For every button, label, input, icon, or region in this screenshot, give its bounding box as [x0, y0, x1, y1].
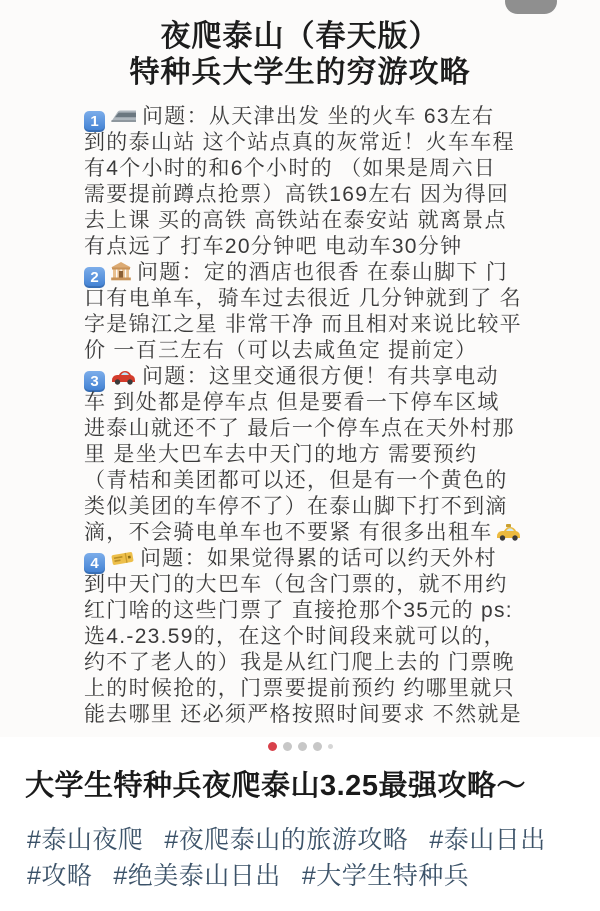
image-guide-title-line1: 夜爬泰山（春天版） [160, 20, 440, 53]
post-title: 大学生特种兵夜爬泰山3.25最强攻略～ [25, 770, 526, 802]
high-speed-train-emoji [110, 108, 137, 126]
text-line: 滴，不会骑电单车也不要紧 有很多出租车 [84, 520, 600, 546]
text-line: 能去哪里 还必须严格按照时间要求 不然就是 [84, 703, 522, 726]
hashtag-link[interactable]: #泰山夜爬 [27, 826, 144, 854]
keycap-4-icon: 4 [84, 553, 105, 574]
text-line: 进泰山就还不了 最后一个停车点在天外村那 [84, 417, 515, 440]
text-line: 去上课 买的高铁 高铁站在泰安站 就离景点 [84, 209, 507, 232]
image-body-text [84, 104, 600, 728]
text-line: 有点远了 打车20分钟吧 电动车30分钟 [84, 235, 463, 258]
text-line: 里 是坐大巴车去中天门的地方 需要预约 [84, 443, 478, 466]
pagination-dot [298, 742, 307, 751]
pagination-dot-active [268, 742, 277, 751]
keycap-2-icon: 2 [84, 267, 105, 288]
keycap-1-icon: 1 [84, 111, 105, 132]
text-line: 选4.-23.59的，在这个时间段来就可以的， [84, 625, 506, 648]
ticket-emoji [110, 549, 135, 568]
carousel-pagination [0, 742, 600, 751]
section-4-first-line: 4 问题：如果觉得累的话可以约天外村 [84, 546, 600, 572]
cutoff-pill-button [505, 0, 557, 14]
image-guide-title [0, 0, 600, 91]
pagination-dot [313, 742, 322, 751]
section-3-first-line: 3 问题：这里交通很方便！有共享电动 [84, 364, 600, 390]
text-line: 价 一百三左右（可以去咸鱼定 提前定） [84, 339, 478, 362]
pagination-dot [328, 744, 333, 749]
text-line: 车 到处都是停车点 但是要看一下停车区域 [84, 391, 500, 414]
text-line: 类似美团的车停不了）在泰山脚下打不到滴 [84, 495, 508, 518]
section-2-first-line: 2 问题：定的酒店也很香 在泰山脚下 门 [84, 260, 600, 286]
text-line: 口有电单车，骑车过去很近 几分钟就到了 名 [84, 287, 522, 310]
image-guide-title-line2: 特种兵大学生的穷游攻略 [129, 56, 471, 89]
hashtag-link[interactable]: #泰山日出 [429, 826, 546, 854]
hashtag-link[interactable]: #攻略 [27, 862, 93, 890]
hashtag-link[interactable]: #绝美泰山日出 [113, 862, 281, 890]
text-line: 到的泰山站 这个站点真的灰常近！火车车程 [84, 131, 515, 154]
text-line: 约不了老人的）我是从红门爬上去的 门票晚 [84, 651, 515, 674]
classical-building-emoji [110, 261, 132, 282]
hashtag-link[interactable]: #夜爬泰山的旅游攻略 [164, 826, 409, 854]
section-1-first-line: 1 问题：从天津出发 坐的火车 63左右 [84, 104, 600, 130]
hashtag-list [27, 822, 585, 894]
hashtag-link[interactable]: #大学生特种兵 [301, 862, 470, 890]
text-line: 到中天门的大巴车（包含门票的，就不用约 [84, 573, 508, 596]
text-line: （青桔和美团都可以还，但是有一个黄色的 [84, 469, 508, 492]
text-line: 上的时候抢的，门票要提前预约 约哪里就只 [84, 677, 515, 700]
text-line: 红门啥的这些门票了 直接抢那个35元的 ps: [84, 599, 513, 622]
keycap-3-icon: 3 [84, 371, 105, 392]
text-line: 有4个小时的和6个小时的 （如果是周六日 [84, 157, 497, 180]
text-line: 字是锦江之星 非常干净 而且相对来说比较平 [84, 313, 522, 336]
pagination-dot [283, 742, 292, 751]
taxi-emoji [495, 523, 522, 542]
text-line: 需要提前蹲点抢票）高铁169左右 因为得回 [84, 183, 510, 206]
red-car-emoji [110, 368, 137, 386]
